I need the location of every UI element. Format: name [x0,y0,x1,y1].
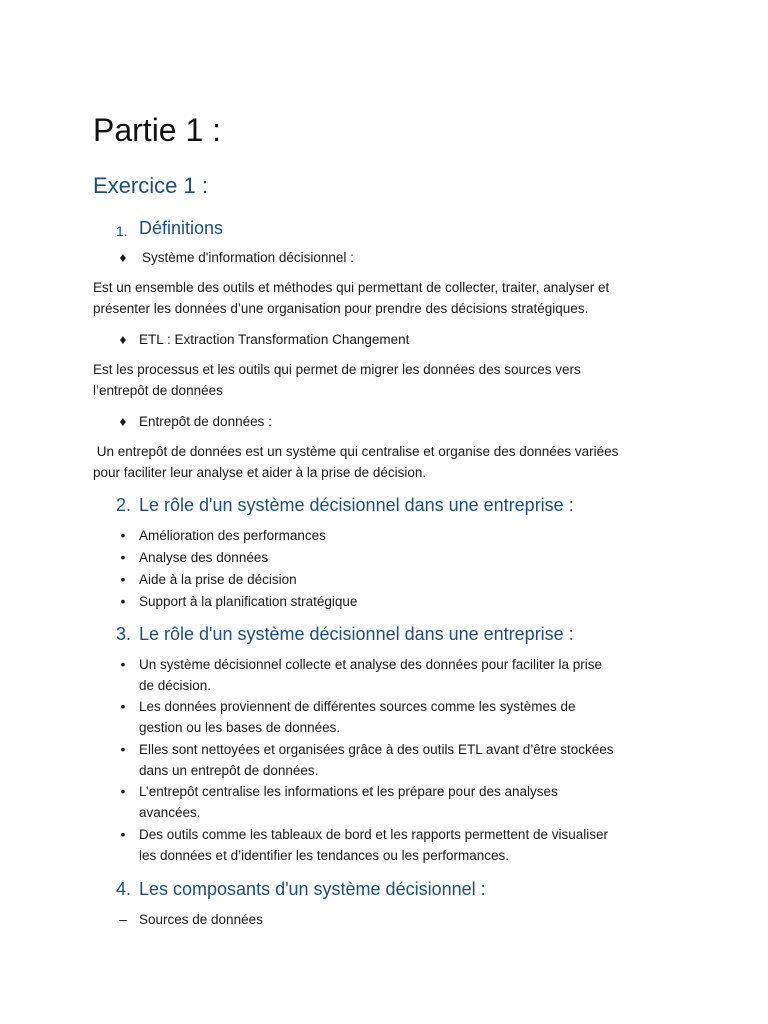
diamond-bullet-icon: ♦ [119,414,127,429]
definition-label: ETL : Extraction Transformation Changement [139,332,410,347]
diamond-bullet-icon: ♦ [119,332,127,347]
definition-paragraph: Un entrepôt de données est un système qui centralise et organise des données variées pour faciliter leur analyse et aider à la prise de décision. [93,444,619,480]
section-number: 4. [116,879,132,899]
section-title: Définitions [139,218,224,238]
bullet-icon: • [120,550,126,565]
bullet-icon: • [120,784,126,799]
bullet-icon: • [120,528,126,543]
bullet-icon: • [120,699,126,714]
exercise-heading: Exercice 1 : [93,173,208,198]
dash-bullet-icon: – [119,912,127,927]
definition-paragraph: Est les processus et les outils qui permet de migrer les données des sources vers l’entrepôt de données [93,362,581,398]
section-number: 1. [116,223,128,239]
section-title: Le rôle d'un système décisionnel dans une entreprise : [139,624,574,644]
bullet-icon: • [120,827,126,842]
section-number: 2. [116,495,132,515]
document-page: Partie 1 : Exercice 1 : 1. Définitions ♦ Système d'information décisionnel : Est un ensemble des outils et méthodes qui permettant de collecter, traiter, analyser et présenter les données d’une organisation pour prendre des décisions stratégiques. ♦ ETL : Extraction Transformation Changement Est les processus et les outils qui permet de migrer les données des sources vers l’entrepôt de données ♦ Entrepôt de données : Un entrepôt de données est un système qui centralise et organise des données variées pour faciliter leur analyse et aider à la prise de décision. 2. Le rôle d'un système décisionnel dans une entreprise : • Amélioration des performances • Analyse des données • Aide à la prise de décision • Support à la planification stratégique 3. Le rôle d'un système décisionnel dans une entreprise : • Un système décisionnel collecte et analyse des données pour faciliter la prise de décision. • Les données proviennent de différentes sources comme les systèmes de gestion ou les bases de données. • Elles sont nettoyées et organisées grâce à des outils ETL avant d’être stockées dans un entrepôt de données. • L’entrepôt centralise les informations et les prépare pour des analyses avancées. • Des outils comme les tableaux de bord et les rapports permettent de visualiser les données et d’identifier les tendances ou les performances. 4. Les composants d'un système décisionnel : – Sources de données [0,0,768,1024]
definition-paragraph: Est un ensemble des outils et méthodes qui permettant de collecter, traiter, analyser et présenter les données d’une organisation pour prendre des décisions stratégiques. [93,280,610,316]
bullet-icon: • [120,572,126,587]
section-title: Les composants d'un système décisionnel : [139,879,486,899]
bullet-icon: • [120,657,126,672]
definition-label: Entrepôt de données : [139,414,272,429]
bullet-icon: • [120,742,126,757]
section-title: Le rôle d'un système décisionnel dans une entreprise : [139,495,574,515]
section-number: 3. [116,624,132,644]
definition-label: Système d'information décisionnel : [142,250,354,265]
bullet-icon: • [120,594,126,609]
diamond-bullet-icon: ♦ [119,250,127,265]
page-title: Partie 1 : [93,112,222,148]
